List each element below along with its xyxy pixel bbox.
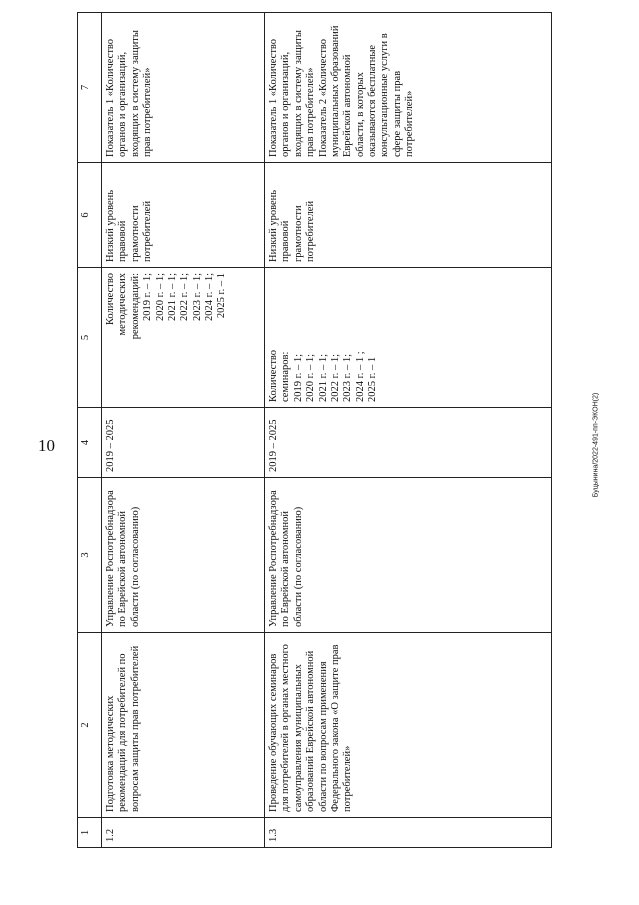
result-line: семинаров:: [280, 351, 292, 402]
result-line: 2024 г. – 1;: [204, 273, 215, 322]
consequence-cell: Низкий уровень правовой грамотности потребителей: [265, 163, 552, 268]
indicator-cell: Показатель 1 «Количество органов и организаций, входящих в систему защиты прав потребителей»: [102, 13, 265, 163]
executor-cell: Управление Роспотребнадзора по Еврейской автономной области (по согласованию): [102, 478, 265, 633]
period-cell: 2019 – 2025: [265, 408, 552, 478]
column-header: 7: [78, 13, 102, 163]
result-line: 2021 г. – 1;: [166, 273, 178, 322]
column-header: 2: [78, 633, 102, 818]
result-line: 2024 г. – 1 ;: [354, 351, 366, 402]
measures-table: [77, 12, 552, 848]
table-row: [265, 13, 552, 848]
header-row: [78, 13, 102, 848]
row-number: 1.2: [102, 818, 265, 848]
result-line: 2020 г. – 1;: [154, 273, 166, 322]
activity-cell: Подготовка методических рекомендаций для потребителей по вопросам защиты прав потребителей: [102, 633, 265, 818]
rotated-table-wrapper: [77, 25, 552, 848]
table-row: [102, 13, 265, 848]
result-cell: [102, 268, 265, 408]
result-line: 2023 г. – 1;: [191, 273, 203, 322]
column-header: 4: [78, 408, 102, 478]
result-line: 2019 г. – 1;: [142, 273, 154, 322]
indicator-cell: Показатель 1 «Количество органов и организаций, входящих в систему защиты прав потребителей» Показатель 2 «Количество муниципальных образований Еврейской автономной области, в которых оказываются бесплатные консультационные услуги в сфере защиты прав потребителей»: [265, 13, 552, 163]
column-header: 5: [78, 268, 102, 408]
result-line: 2022 г. – 1;: [179, 273, 191, 322]
page-number: 10: [38, 436, 55, 455]
column-header: 3: [78, 478, 102, 633]
period-cell: 2019 – 2025: [102, 408, 265, 478]
executor-cell: Управление Роспотребнадзора по Еврейской автономной области (по согласованию): [265, 478, 552, 633]
result-line: 2022 г. – 1;: [329, 353, 341, 402]
result-line: 2023 г. – 1;: [342, 353, 354, 402]
consequence-cell: Низкий уровень правовой грамотности потребителей: [102, 163, 265, 268]
result-line: 2025 г. – 1: [216, 273, 228, 319]
column-header: 6: [78, 163, 102, 268]
result-cell: [265, 268, 552, 408]
result-line: 2019 г. – 1;: [292, 353, 304, 402]
result-line: рекомендаций:: [129, 273, 141, 340]
result-line: Количество: [268, 349, 279, 402]
result-line: 2025 г. – 1: [367, 356, 378, 402]
result-line: 2020 г. – 1;: [305, 353, 317, 402]
column-header: 1: [78, 818, 102, 848]
activity-cell: Проведение обучающих семинаров для потребителей в органах местного самоуправления муниципальных образований Еврейской автономной области по вопросам применения Федерального закона «О защите прав потребителей»: [265, 633, 552, 818]
row-number: 1.3: [265, 818, 552, 848]
result-line: методических: [117, 273, 129, 336]
document-code: Буцынина/2022-491-пп-ЭКОН(2): [592, 392, 600, 498]
result-line: 2021 г. – 1;: [317, 353, 329, 402]
result-line: Количество: [105, 273, 116, 326]
